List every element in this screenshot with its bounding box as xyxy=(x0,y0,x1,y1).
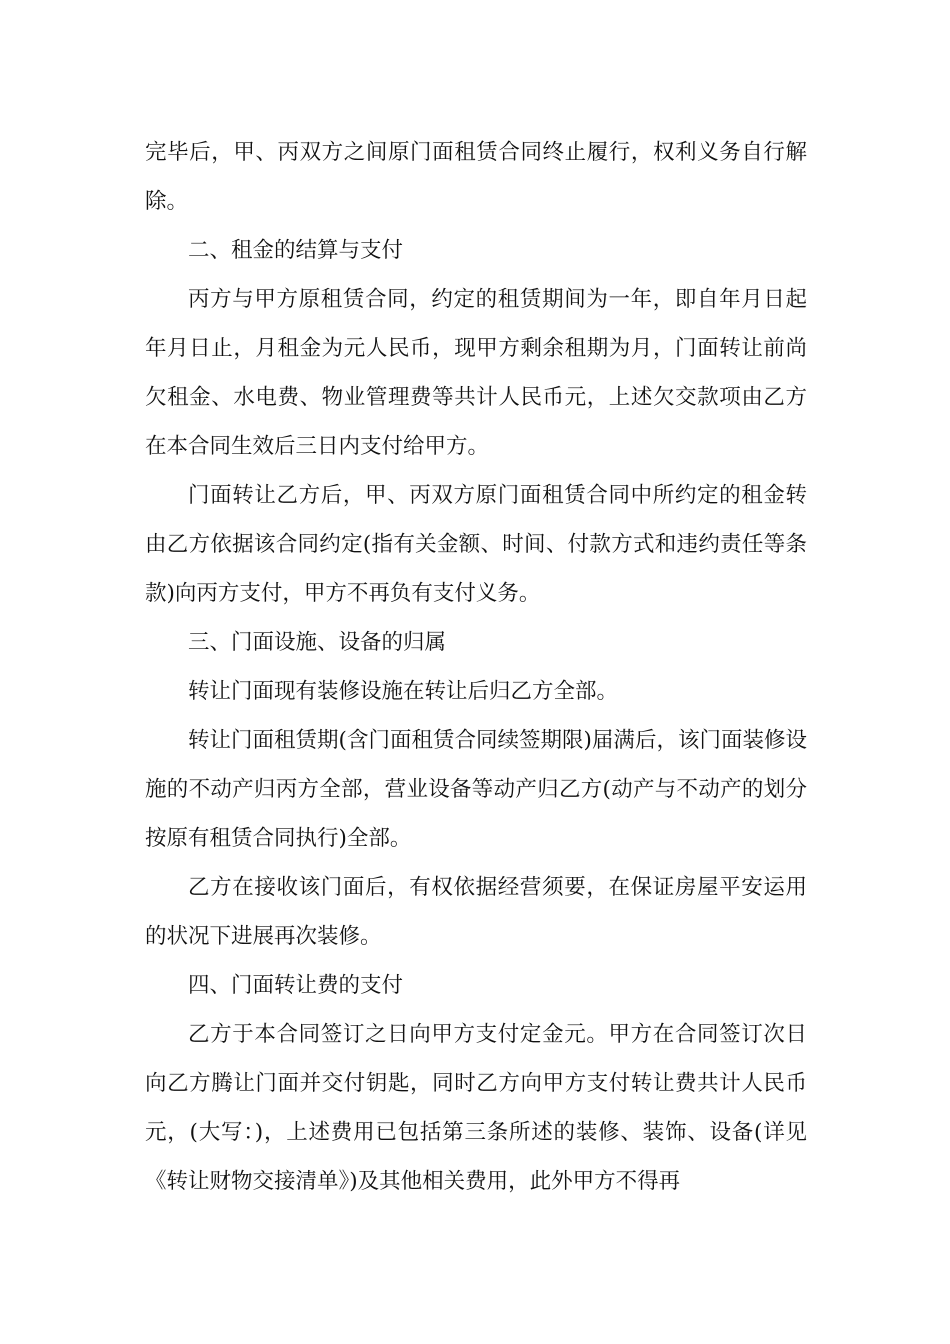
paragraph-3: 丙方与甲方原租赁合同，约定的租赁期间为一年，即自年月日起年月日止，月租金为元人民币，现甲方剩余租期为月，门面转让前尚欠租金、水电费、物业管理费等共计人民币元，上述欠交款项由乙方在本合同生效后三日内支付给甲方。 xyxy=(145,287,807,459)
paragraph-1: 完毕后，甲、丙双方之间原门面租赁合同终止履行，权利义务自行解除。 xyxy=(145,140,807,214)
document-body xyxy=(145,128,807,1206)
paragraph-6: 转让门面现有装修设施在转让后归乙方全部。 xyxy=(188,679,619,704)
paragraph-10: 乙方于本合同签订之日向甲方支付定金元。甲方在合同签订次日向乙方腾让门面并交付钥匙，同时乙方向甲方支付转让费共计人民币元，(大写：)，上述费用已包括第三条所述的装修、装饰、设备(详见《转让财物交接清单》)及其他相关费用，此外甲方不得再 xyxy=(145,1022,807,1194)
section-heading-facilities: 三、门面设施、设备的归属 xyxy=(188,630,447,655)
section-heading-transfer-fee: 四、门面转让费的支付 xyxy=(188,973,404,998)
paragraph-8: 乙方在接收该门面后，有权依据经营须要，在保证房屋平安运用的状况下进展再次装修。 xyxy=(145,875,807,949)
paragraph-7: 转让门面租赁期(含门面租赁合同续签期限)届满后，该门面装修设施的不动产归丙方全部，营业设备等动产归乙方(动产与不动产的划分按原有租赁合同执行)全部。 xyxy=(145,728,807,851)
section-heading-rent: 二、租金的结算与支付 xyxy=(188,238,404,263)
paragraph-4: 门面转让乙方后，甲、丙双方原门面租赁合同中所约定的租金转由乙方依据该合同约定(指有关金额、时间、付款方式和违约责任等条款)向丙方支付，甲方不再负有支付义务。 xyxy=(145,483,807,606)
